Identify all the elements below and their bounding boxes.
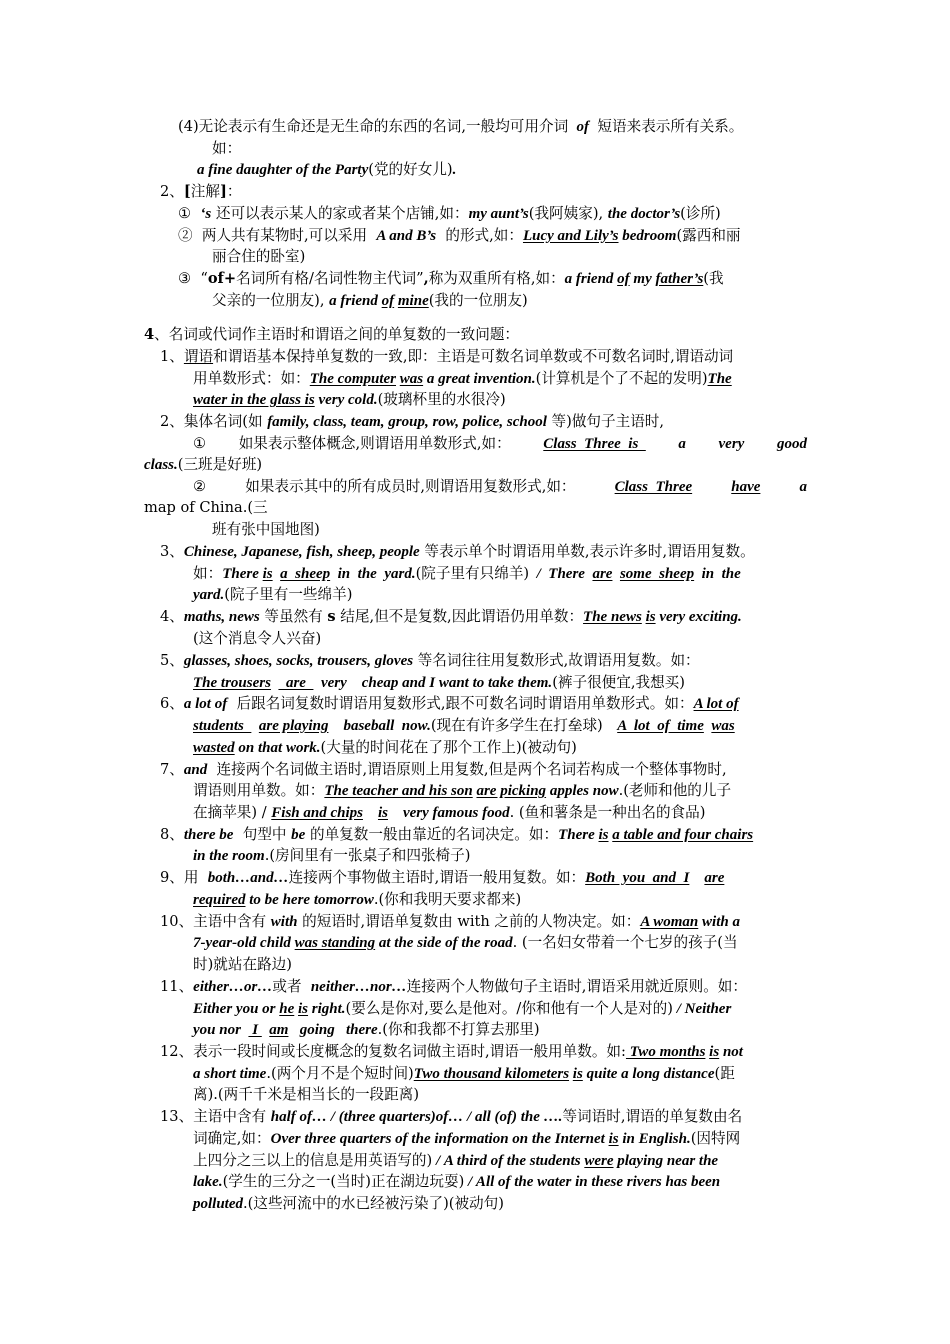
- text-run: in English.: [618, 1131, 691, 1147]
- text-line: [144, 325, 519, 345]
- text-run: 丽合住的卧室): [212, 248, 306, 265]
- underlined-text: were: [584, 1153, 614, 1169]
- text-run: the doctor’s: [607, 206, 681, 222]
- text-run: very cold.: [314, 392, 378, 408]
- text-line: [160, 1042, 743, 1062]
- text-run: 句型中: [233, 826, 292, 843]
- text-run: 如：: [193, 565, 223, 582]
- text-line: [193, 1064, 735, 1084]
- underlined-text: are picking: [476, 783, 547, 799]
- underlined-text: was standing: [294, 935, 376, 951]
- text-run: (诊所): [680, 205, 721, 222]
- text-line: [160, 412, 664, 432]
- underlined-text: students: [193, 718, 252, 734]
- text-run: ② 两人共有某物时,可以采用: [178, 227, 377, 244]
- underlined-text: are: [592, 566, 613, 582]
- text-run: you nor: [193, 1022, 249, 1038]
- text-line: [193, 673, 685, 693]
- text-run: map of China: [144, 499, 243, 516]
- text-run: (4)无论表示有生命还是无生命的东西的名词,一般均可用介词: [178, 118, 573, 135]
- text-run: 的形式,如：: [436, 227, 523, 244]
- text-run: 离).(两千千米是相当长的一段距离): [193, 1086, 420, 1103]
- text-line: [144, 455, 262, 475]
- text-run: .(你和我明天要求都来): [373, 891, 522, 908]
- text-line: [193, 1020, 540, 1040]
- text-run: [: [183, 183, 191, 200]
- underlined-text: The teacher and his son: [324, 783, 473, 799]
- text-run: (露西和丽: [676, 227, 741, 244]
- text-run: 10、主语中含有: [160, 913, 271, 930]
- text-line: [193, 1151, 718, 1171]
- text-line: [160, 542, 755, 562]
- text-run: ①: [178, 205, 201, 222]
- text-run: a: [678, 436, 686, 452]
- text-run: to be here tomorrow: [245, 892, 374, 908]
- text-run: (计算机是个了不起的发明): [535, 370, 708, 387]
- text-run: [689, 870, 704, 886]
- text-run: playing near the: [613, 1153, 719, 1169]
- underlined-text: water in the glass is: [193, 392, 315, 408]
- text-line: [212, 520, 320, 540]
- text-run: not: [719, 1044, 743, 1060]
- text-run: my: [629, 271, 656, 287]
- text-line: [193, 585, 352, 605]
- text-run: / A third of the students: [432, 1153, 585, 1169]
- text-run: ‘s: [200, 206, 212, 222]
- text-line: [193, 1172, 720, 1192]
- text-run: 等名词往往用复数形式,故谓语用复数。如：: [413, 652, 700, 669]
- text-run: 9、用: [160, 869, 208, 886]
- text-run: .: [452, 162, 457, 178]
- text-line: [193, 369, 732, 389]
- text-run: lake.: [193, 1174, 223, 1190]
- text-run: 还可以表示某人的家或者某个店铺,如：: [211, 205, 469, 222]
- underlined-text: he: [279, 1001, 295, 1017]
- text-line: [160, 760, 727, 780]
- underlined-text: Two thousand kilometers: [413, 1066, 570, 1082]
- text-run: (现在有许多学生在打垒球): [430, 717, 603, 734]
- text-run: 或者: [272, 978, 311, 995]
- text-run: ,: [423, 270, 429, 287]
- text-run: 上四分之三以上的信息是用英语写的): [193, 1152, 433, 1169]
- text-run: on that work.: [234, 740, 321, 756]
- text-run: good: [776, 436, 807, 452]
- text-run: .(你和我都不打算去那里): [377, 1021, 540, 1038]
- text-line: [160, 977, 747, 997]
- text-run: yard.: [193, 587, 225, 603]
- underlined-text: are: [278, 675, 314, 691]
- underlined-text: I: [248, 1022, 262, 1038]
- text-run: [612, 566, 620, 582]
- text-run: 结尾,但不是复数,因此谓语仍用单数：: [335, 608, 584, 625]
- text-run: either…or…: [193, 979, 273, 995]
- text-line: [193, 629, 321, 649]
- text-run: quite a long distance: [582, 1066, 715, 1082]
- underlined-text: of: [617, 271, 630, 287]
- underlined-text: Class Three: [614, 479, 693, 495]
- text-run: family, class, team, group, row, police, school: [267, 414, 547, 430]
- text-line: [193, 955, 292, 975]
- text-run: in the: [694, 566, 741, 582]
- text-line: [193, 1194, 504, 1214]
- text-run: 连接两个名词做主语时,谓语原则上用复数,但是两个名词若构成一个整体事物时,: [207, 761, 727, 778]
- text-run: very: [718, 436, 745, 452]
- text-run: 连接两个事物做主语时,谓语一般用复数。如：: [288, 869, 586, 886]
- text-run: ①: [193, 435, 207, 452]
- text-line: [193, 1129, 740, 1149]
- text-run: very cheap and I want to take them.: [313, 675, 553, 691]
- text-run: half of… / (three quarters)of… / all (of) the ….: [270, 1109, 563, 1125]
- underlined-text: is: [598, 827, 609, 843]
- text-run: .(两个月不是个短时间): [266, 1065, 414, 1082]
- underlined-text: A lot of: [693, 696, 739, 712]
- text-run: (院子里有只绵羊): [415, 565, 530, 582]
- text-line: [160, 182, 242, 202]
- text-run: 6、: [160, 695, 184, 712]
- underlined-text: was: [711, 718, 735, 734]
- text-run: 名词所有格/名词性物主代词”: [236, 270, 424, 287]
- text-run: (我: [703, 270, 724, 287]
- text-run: 用单数形式：如：: [193, 370, 310, 387]
- underlined-text: required: [193, 892, 246, 908]
- text-run: bedroom: [618, 228, 677, 244]
- text-run: 等)做句子主语时,: [546, 413, 665, 430]
- text-line: [160, 651, 700, 671]
- text-run: neither…nor…: [310, 979, 407, 995]
- text-run: [363, 805, 378, 821]
- text-run: 等表示单个时谓语用单数,表示许多时,谓语用复数。: [419, 543, 755, 560]
- text-run: A and B’s: [376, 228, 437, 244]
- text-line: [178, 117, 743, 137]
- text-line: [178, 226, 741, 246]
- text-line: [193, 716, 735, 736]
- text-run: 13、主语中含有: [160, 1108, 271, 1125]
- underlined-text: Two months: [625, 1044, 706, 1060]
- text-run: 词确定,如：: [193, 1130, 271, 1147]
- underlined-text: some sheep: [619, 566, 695, 582]
- text-line: [193, 434, 807, 454]
- text-run: (我的一位朋友): [428, 292, 528, 309]
- text-run: 3、: [160, 543, 184, 560]
- text-run: (玻璃杯里的水很冷): [377, 391, 506, 408]
- underlined-text: am: [269, 1022, 289, 1038]
- text-run: 班有张中国地图): [212, 521, 320, 538]
- text-run: a lot of: [183, 696, 228, 712]
- text-run: / There: [529, 566, 593, 582]
- text-run: 、名词或代词作主语时和谓语之间的单复数的一致问题：: [154, 326, 520, 343]
- text-run: at the side of the road: [375, 935, 513, 951]
- text-line: [193, 846, 470, 866]
- underlined-text: of: [381, 293, 395, 309]
- text-run: (党的好女儿): [368, 161, 453, 178]
- text-run: (裤子很便宜,我想买): [552, 674, 685, 691]
- text-run: 如果表示其中的所有成员时,则谓语用复数形式,如：: [245, 478, 576, 495]
- text-run: apples now: [546, 783, 619, 799]
- text-run: 后跟名词复数时谓语用复数形式,跟不可数名词时谓语用单数形式。如：: [227, 695, 694, 712]
- text-run: (我阿姨家),: [528, 205, 608, 222]
- text-run: 谓语则用单数。如：: [193, 782, 325, 799]
- text-run: Chinese, Japanese, fish, sheep, people: [183, 544, 420, 560]
- text-line: [160, 1107, 742, 1127]
- text-run: / All of the water in these rivers has been: [464, 1174, 721, 1190]
- text-run: 连接两个人物做句子主语时,谓语采用就近原则。如：: [406, 978, 747, 995]
- text-line: [193, 781, 731, 801]
- text-line: [160, 912, 740, 932]
- text-run: ②: [193, 478, 207, 495]
- text-line: [193, 1085, 419, 1105]
- underlined-text: a table and four chairs: [612, 827, 754, 843]
- text-line: [193, 564, 741, 584]
- underlined-text: Class Three is: [543, 436, 646, 452]
- text-run: with a: [698, 914, 740, 930]
- underlined-text: is: [298, 1001, 309, 1017]
- text-run: [251, 718, 259, 734]
- underlined-text: Both you and I: [585, 870, 690, 886]
- text-run: 11、: [160, 978, 194, 995]
- text-run: 7、: [160, 761, 184, 778]
- text-run: a friend: [329, 293, 382, 309]
- underlined-text: The computer: [309, 371, 397, 387]
- text-line: [160, 825, 753, 845]
- text-run: of: [572, 119, 593, 135]
- text-run: 如：: [212, 140, 242, 157]
- text-run: polluted: [193, 1196, 244, 1212]
- text-run: (三班是好班): [177, 456, 263, 473]
- text-run: 7-year-old child: [193, 935, 295, 951]
- text-run: in the yard.: [330, 566, 416, 582]
- text-line: [144, 498, 268, 518]
- text-run: right.: [308, 1001, 346, 1017]
- underlined-text: mine: [397, 293, 429, 309]
- text-run: .(老师和他的儿子: [618, 782, 732, 799]
- text-run: baseball now.: [328, 718, 431, 734]
- text-line: [193, 738, 577, 758]
- text-run: ：: [226, 183, 242, 200]
- text-run: 的单复数一般由靠近的名词决定。如：: [305, 826, 559, 843]
- text-run: .(三: [242, 499, 268, 516]
- text-line: [193, 390, 506, 410]
- text-line: [212, 139, 241, 159]
- text-run: 1、: [160, 348, 184, 365]
- underlined-text: was: [399, 371, 424, 387]
- underlined-text: The: [707, 371, 732, 387]
- underlined-text: The trousers: [193, 675, 271, 691]
- text-run: . (一名妇女带着一个七岁的孩子(当: [512, 934, 738, 951]
- text-run: 短语来表示所有关系。: [592, 118, 744, 135]
- text-run: going there: [288, 1022, 378, 1038]
- text-line: [212, 291, 528, 311]
- text-run: .(房间里有一张桌子和四张椅子): [264, 847, 471, 864]
- text-line: [160, 607, 742, 627]
- text-run: 注解: [190, 183, 220, 200]
- text-line: [212, 247, 305, 267]
- text-line: [193, 890, 521, 910]
- text-run: be: [291, 827, 306, 843]
- text-line: [178, 204, 721, 224]
- text-run: (院子里有一些绵羊): [224, 586, 353, 603]
- text-run: 8、: [160, 826, 184, 843]
- text-run: maths, news: [183, 609, 260, 625]
- underlined-text: have: [731, 479, 761, 495]
- underlined-text: are: [704, 870, 725, 886]
- text-run: my aunt’s: [468, 206, 529, 222]
- text-line: [160, 347, 733, 367]
- underlined-text: a sheep: [280, 566, 331, 582]
- text-run: with: [270, 914, 298, 930]
- text-run: ]: [220, 183, 227, 200]
- text-run: glasses, shoes, socks, trousers, gloves: [183, 653, 414, 669]
- text-run: 4、: [160, 608, 184, 625]
- underlined-text: is: [645, 609, 656, 625]
- text-line: [160, 868, 724, 888]
- text-run: 等虽然有: [259, 608, 328, 625]
- text-run: Over three quarters of the information on the Internet: [270, 1131, 609, 1147]
- underlined-text: wasted: [193, 740, 235, 756]
- text-run: a fine daughter of the Party: [197, 162, 369, 178]
- underlined-text: A woman: [640, 914, 699, 930]
- text-run: 和谓语基本保持单复数的一致,即：主语是可数名词单数或不可数名词时,谓语动词: [213, 348, 734, 365]
- text-run: (大量的时间花在了那个工作上)(被动句): [320, 739, 577, 756]
- text-line: [193, 477, 807, 497]
- text-run: .(这些河流中的水已经被污染了)(被动句): [243, 1195, 504, 1212]
- underlined-text: Fish and chips: [271, 805, 363, 821]
- text-run: (要么是你对,要么是他对。/你和他有一个人是对的): [345, 1000, 673, 1017]
- text-line: [193, 803, 705, 823]
- text-run: / Neither: [672, 1001, 732, 1017]
- text-run: 12、表示一段时间或长度概念的复数名词做主语时,谓语一般用单数。如:: [160, 1043, 626, 1060]
- text-run: of+: [207, 270, 237, 287]
- text-run: very famous food: [387, 805, 510, 821]
- underlined-text: father’s: [655, 271, 704, 287]
- text-run: 等词语时,谓语的单复数由名: [562, 1108, 743, 1125]
- underlined-text: 谓语: [183, 348, 214, 365]
- text-run: class.: [144, 457, 178, 473]
- text-run: 的短语时,谓语单复数由 with 之前的人物决定。如：: [297, 913, 641, 930]
- text-run: both…and…: [207, 870, 289, 886]
- underlined-text: The news: [583, 609, 642, 625]
- underlined-text: is: [608, 1131, 619, 1147]
- text-run: ③ “: [178, 270, 208, 287]
- text-run: a great invention.: [423, 371, 536, 387]
- text-run: [603, 718, 617, 734]
- underlined-text: are playing: [258, 718, 329, 734]
- underlined-text: is: [262, 566, 273, 582]
- text-run: (这个消息令人兴奋): [193, 630, 322, 647]
- text-run: Either you or: [193, 1001, 280, 1017]
- text-run: in the room: [193, 848, 265, 864]
- text-line: [197, 160, 456, 180]
- text-run: (学生的三分之一(当时)正在湖边玩耍): [222, 1173, 465, 1190]
- text-run: very exciting.: [655, 609, 742, 625]
- text-run: (因特网: [690, 1130, 741, 1147]
- text-run: there be: [183, 827, 234, 843]
- text-run: 父亲的一位朋友),: [212, 292, 330, 309]
- text-run: a: [799, 479, 807, 495]
- text-run: . (鱼和薯条是一种出名的食品): [509, 804, 706, 821]
- text-run: s: [327, 608, 336, 625]
- text-run: 2、集体名词(如: [160, 413, 268, 430]
- underlined-text: is: [572, 1066, 583, 1082]
- underlined-text: is: [377, 805, 388, 821]
- text-line: [193, 999, 731, 1019]
- text-run: 在摘苹果) /: [193, 804, 272, 821]
- underlined-text: is: [709, 1044, 720, 1060]
- text-run: 2、: [160, 183, 184, 200]
- text-line: [160, 694, 739, 714]
- underlined-text: A lot of time: [617, 718, 704, 734]
- text-run: 时)就站在路边): [193, 956, 292, 973]
- text-run: a friend: [564, 271, 618, 287]
- text-run: 如果表示整体概念,则谓语用单数形式,如：: [238, 435, 511, 452]
- text-run: (距: [714, 1065, 735, 1082]
- text-run: 4: [144, 326, 155, 343]
- text-run: and: [183, 762, 208, 778]
- text-run: There: [558, 827, 599, 843]
- text-run: There: [222, 566, 263, 582]
- underlined-text: Lucy and Lily’s: [522, 228, 619, 244]
- text-run: 称为双重所有格,如：: [428, 270, 565, 287]
- text-line: [178, 269, 724, 289]
- text-run: 5、: [160, 652, 184, 669]
- text-run: a short time: [193, 1066, 267, 1082]
- text-line: [193, 933, 738, 953]
